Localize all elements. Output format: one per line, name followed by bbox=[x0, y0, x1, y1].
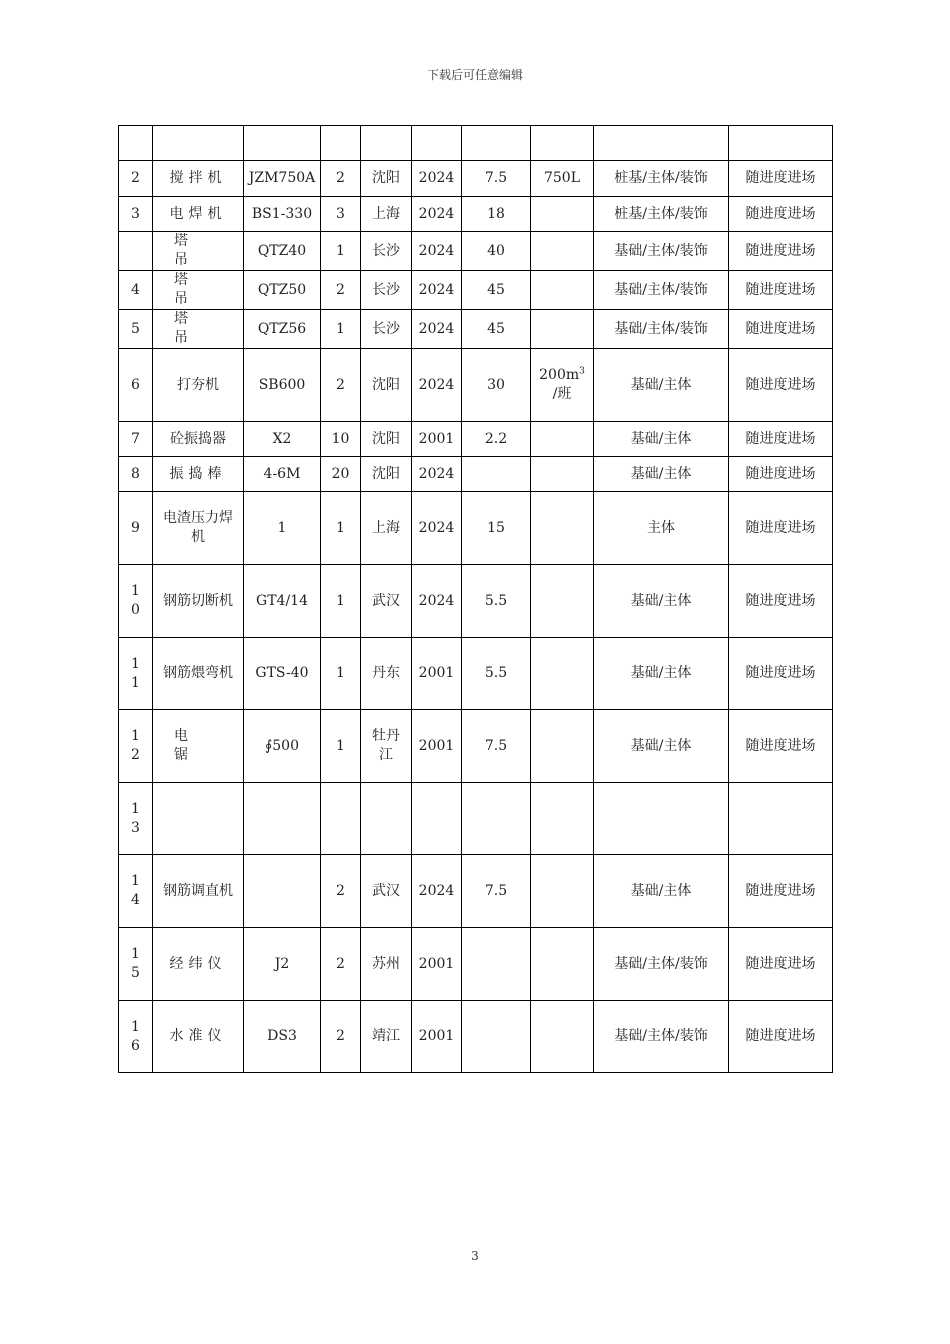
cell-capacity bbox=[531, 126, 594, 161]
cell-no: 5 bbox=[119, 310, 153, 349]
cell-power bbox=[462, 1001, 531, 1073]
cell-origin: 长沙 bbox=[361, 232, 412, 271]
cell-model bbox=[244, 126, 321, 161]
cell-qty: 2 bbox=[321, 161, 361, 197]
cell-name: 振捣棒 bbox=[153, 457, 244, 492]
cell-name: 塔吊 bbox=[153, 232, 244, 271]
cell-model: QTZ50 bbox=[244, 271, 321, 310]
cell-origin: 沈阳 bbox=[361, 349, 412, 422]
cell-qty bbox=[321, 126, 361, 161]
cell-name: 电渣压力焊机 bbox=[153, 492, 244, 565]
table-row bbox=[119, 349, 833, 422]
cell-origin: 武汉 bbox=[361, 855, 412, 928]
table-row bbox=[119, 928, 833, 1001]
cell-power: 5.5 bbox=[462, 565, 531, 638]
cell-remark: 随进度进场 bbox=[729, 310, 833, 349]
cell-no: 14 bbox=[119, 855, 153, 928]
cell-qty: 2 bbox=[321, 271, 361, 310]
cell-use: 基础/主体/装饰 bbox=[594, 310, 729, 349]
cell-capacity bbox=[531, 197, 594, 232]
cell-remark bbox=[729, 783, 833, 855]
cell-year: 2024 bbox=[412, 349, 462, 422]
table-row bbox=[119, 1001, 833, 1073]
cell-name: 钢筋煨弯机 bbox=[153, 638, 244, 710]
cell-name: 搅拌机 bbox=[153, 161, 244, 197]
cell-no: 10 bbox=[119, 565, 153, 638]
cell-capacity bbox=[531, 928, 594, 1001]
cell-power bbox=[462, 457, 531, 492]
cell-qty: 20 bbox=[321, 457, 361, 492]
cell-capacity: 750L bbox=[531, 161, 594, 197]
cell-remark: 随进度进场 bbox=[729, 271, 833, 310]
cell-qty: 1 bbox=[321, 565, 361, 638]
cell-use: 基础/主体 bbox=[594, 565, 729, 638]
cell-model: 1 bbox=[244, 492, 321, 565]
cell-year: 2024 bbox=[412, 492, 462, 565]
cell-power: 7.5 bbox=[462, 710, 531, 783]
cell-year: 2024 bbox=[412, 310, 462, 349]
cell-year: 2024 bbox=[412, 271, 462, 310]
cell-use: 基础/主体 bbox=[594, 457, 729, 492]
cell-use: 基础/主体 bbox=[594, 349, 729, 422]
cell-qty: 1 bbox=[321, 310, 361, 349]
cell-no: 7 bbox=[119, 422, 153, 457]
cell-name bbox=[153, 126, 244, 161]
cell-power: 2.2 bbox=[462, 422, 531, 457]
cell-name: 塔吊 bbox=[153, 271, 244, 310]
cell-model: 4-6M bbox=[244, 457, 321, 492]
cell-no bbox=[119, 126, 153, 161]
cell-power: 5.5 bbox=[462, 638, 531, 710]
cell-use: 桩基/主体/装饰 bbox=[594, 161, 729, 197]
cell-qty: 1 bbox=[321, 232, 361, 271]
cell-qty bbox=[321, 783, 361, 855]
capacity-per-shift: /班 bbox=[552, 386, 572, 402]
table-row bbox=[119, 197, 833, 232]
cell-model bbox=[244, 783, 321, 855]
cell-name: 打夯机 bbox=[153, 349, 244, 422]
cell-no bbox=[119, 232, 153, 271]
cell-origin: 武汉 bbox=[361, 565, 412, 638]
cell-use bbox=[594, 783, 729, 855]
cell-year: 2024 bbox=[412, 565, 462, 638]
cell-power: 40 bbox=[462, 232, 531, 271]
capacity-unit-sup: 3 bbox=[579, 366, 585, 377]
cell-use: 基础/主体/装饰 bbox=[594, 232, 729, 271]
cell-year: 2024 bbox=[412, 232, 462, 271]
cell-name: 砼振捣器 bbox=[153, 422, 244, 457]
cell-remark: 随进度进场 bbox=[729, 855, 833, 928]
cell-name: 钢筋切断机 bbox=[153, 565, 244, 638]
cell-model: QTZ56 bbox=[244, 310, 321, 349]
cell-power: 45 bbox=[462, 310, 531, 349]
cell-capacity bbox=[531, 710, 594, 783]
cell-power: 18 bbox=[462, 197, 531, 232]
table-row bbox=[119, 710, 833, 783]
table-row bbox=[119, 422, 833, 457]
cell-qty: 1 bbox=[321, 710, 361, 783]
cell-power bbox=[462, 928, 531, 1001]
cell-remark: 随进度进场 bbox=[729, 638, 833, 710]
cell-no: 6 bbox=[119, 349, 153, 422]
cell-name bbox=[153, 783, 244, 855]
table-row bbox=[119, 855, 833, 928]
cell-qty: 10 bbox=[321, 422, 361, 457]
cell-power: 15 bbox=[462, 492, 531, 565]
cell-no: 13 bbox=[119, 783, 153, 855]
cell-year: 2024 bbox=[412, 197, 462, 232]
cell-origin: 丹东 bbox=[361, 638, 412, 710]
cell-qty: 2 bbox=[321, 1001, 361, 1073]
cell-qty: 2 bbox=[321, 349, 361, 422]
table-row bbox=[119, 232, 833, 271]
cell-qty: 3 bbox=[321, 197, 361, 232]
cell-model: GTS-40 bbox=[244, 638, 321, 710]
cell-name: 经纬仪 bbox=[153, 928, 244, 1001]
cell-origin: 上海 bbox=[361, 492, 412, 565]
cell-no: 12 bbox=[119, 710, 153, 783]
cell-origin: 沈阳 bbox=[361, 422, 412, 457]
cell-year: 2001 bbox=[412, 1001, 462, 1073]
cell-model: JZM750A bbox=[244, 161, 321, 197]
cell-power bbox=[462, 783, 531, 855]
table-row bbox=[119, 565, 833, 638]
cell-capacity bbox=[531, 310, 594, 349]
capacity-value: 200m bbox=[539, 367, 580, 383]
cell-no: 8 bbox=[119, 457, 153, 492]
cell-name: 电锯 bbox=[153, 710, 244, 783]
cell-name: 电焊机 bbox=[153, 197, 244, 232]
cell-origin bbox=[361, 126, 412, 161]
cell-capacity bbox=[531, 422, 594, 457]
table-row bbox=[119, 492, 833, 565]
cell-no: 16 bbox=[119, 1001, 153, 1073]
cell-use: 基础/主体 bbox=[594, 638, 729, 710]
cell-remark: 随进度进场 bbox=[729, 1001, 833, 1073]
cell-no: 4 bbox=[119, 271, 153, 310]
cell-capacity bbox=[531, 565, 594, 638]
table-row bbox=[119, 457, 833, 492]
cell-use: 基础/主体 bbox=[594, 855, 729, 928]
cell-capacity bbox=[531, 1001, 594, 1073]
table-row bbox=[119, 161, 833, 197]
cell-capacity bbox=[531, 638, 594, 710]
cell-origin: 长沙 bbox=[361, 310, 412, 349]
cell-use: 基础/主体/装饰 bbox=[594, 928, 729, 1001]
cell-origin: 沈阳 bbox=[361, 161, 412, 197]
cell-power: 30 bbox=[462, 349, 531, 422]
cell-no: 11 bbox=[119, 638, 153, 710]
cell-year: 2001 bbox=[412, 638, 462, 710]
cell-use: 主体 bbox=[594, 492, 729, 565]
cell-capacity bbox=[531, 855, 594, 928]
table-row bbox=[119, 783, 833, 855]
cell-model: QTZ40 bbox=[244, 232, 321, 271]
cell-year: 2001 bbox=[412, 710, 462, 783]
cell-capacity bbox=[531, 457, 594, 492]
cell-model: BS1-330 bbox=[244, 197, 321, 232]
cell-year: 2001 bbox=[412, 928, 462, 1001]
cell-origin: 苏州 bbox=[361, 928, 412, 1001]
cell-origin: 靖江 bbox=[361, 1001, 412, 1073]
cell-use: 基础/主体/装饰 bbox=[594, 1001, 729, 1073]
cell-year: 2024 bbox=[412, 855, 462, 928]
table-row bbox=[119, 271, 833, 310]
cell-origin: 牡丹江 bbox=[361, 710, 412, 783]
cell-model bbox=[244, 855, 321, 928]
cell-no: 15 bbox=[119, 928, 153, 1001]
equipment-table bbox=[118, 125, 833, 1073]
cell-remark: 随进度进场 bbox=[729, 161, 833, 197]
cell-model: SB600 bbox=[244, 349, 321, 422]
cell-year: 2001 bbox=[412, 422, 462, 457]
cell-remark bbox=[729, 126, 833, 161]
cell-remark: 随进度进场 bbox=[729, 197, 833, 232]
cell-year: 2024 bbox=[412, 457, 462, 492]
cell-qty: 1 bbox=[321, 638, 361, 710]
cell-remark: 随进度进场 bbox=[729, 710, 833, 783]
cell-use: 基础/主体 bbox=[594, 710, 729, 783]
table-row bbox=[119, 310, 833, 349]
cell-qty: 1 bbox=[321, 492, 361, 565]
cell-no: 9 bbox=[119, 492, 153, 565]
cell-remark: 随进度进场 bbox=[729, 457, 833, 492]
cell-name: 钢筋调直机 bbox=[153, 855, 244, 928]
cell-year bbox=[412, 783, 462, 855]
cell-use: 基础/主体 bbox=[594, 422, 729, 457]
cell-qty: 2 bbox=[321, 928, 361, 1001]
cell-year: 2024 bbox=[412, 161, 462, 197]
cell-origin bbox=[361, 783, 412, 855]
cell-remark: 随进度进场 bbox=[729, 422, 833, 457]
cell-model: J2 bbox=[244, 928, 321, 1001]
cell-use bbox=[594, 126, 729, 161]
cell-remark: 随进度进场 bbox=[729, 232, 833, 271]
cell-origin: 沈阳 bbox=[361, 457, 412, 492]
cell-model: ∮500 bbox=[244, 710, 321, 783]
cell-power: 45 bbox=[462, 271, 531, 310]
cell-model: GT4/14 bbox=[244, 565, 321, 638]
cell-name: 塔吊 bbox=[153, 310, 244, 349]
cell-origin: 长沙 bbox=[361, 271, 412, 310]
cell-no: 3 bbox=[119, 197, 153, 232]
cell-power: 7.5 bbox=[462, 161, 531, 197]
cell-capacity bbox=[531, 492, 594, 565]
table-row bbox=[119, 126, 833, 161]
cell-power bbox=[462, 126, 531, 161]
cell-remark: 随进度进场 bbox=[729, 492, 833, 565]
cell-capacity bbox=[531, 271, 594, 310]
cell-capacity bbox=[531, 783, 594, 855]
cell-name: 水准仪 bbox=[153, 1001, 244, 1073]
table-row bbox=[119, 638, 833, 710]
cell-power: 7.5 bbox=[462, 855, 531, 928]
page-header: 下载后可任意编辑 bbox=[426, 68, 523, 82]
cell-remark: 随进度进场 bbox=[729, 565, 833, 638]
cell-remark: 随进度进场 bbox=[729, 349, 833, 422]
cell-remark: 随进度进场 bbox=[729, 928, 833, 1001]
cell-capacity bbox=[531, 232, 594, 271]
cell-capacity bbox=[531, 349, 594, 422]
cell-origin: 上海 bbox=[361, 197, 412, 232]
cell-use: 桩基/主体/装饰 bbox=[594, 197, 729, 232]
cell-model: DS3 bbox=[244, 1001, 321, 1073]
page-number: 3 bbox=[471, 1249, 479, 1263]
cell-year bbox=[412, 126, 462, 161]
cell-use: 基础/主体/装饰 bbox=[594, 271, 729, 310]
cell-model: X2 bbox=[244, 422, 321, 457]
cell-no: 2 bbox=[119, 161, 153, 197]
cell-qty: 2 bbox=[321, 855, 361, 928]
